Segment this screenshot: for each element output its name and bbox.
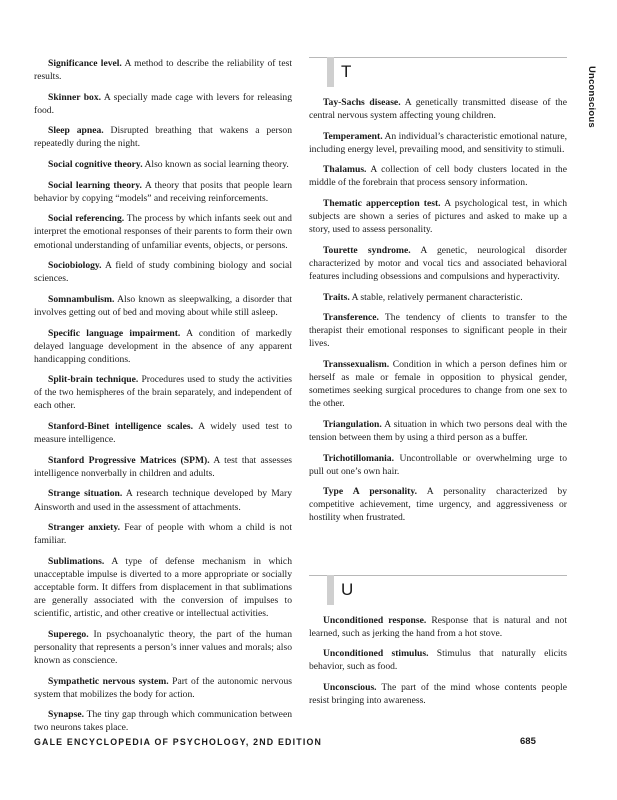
section-header-t <box>309 57 567 88</box>
glossary-entry <box>309 452 567 478</box>
entry-definition: A theory that posits that people learn behavior by copying “models” and receiving reinforcements. <box>34 179 292 204</box>
section-marker-bar <box>327 575 334 605</box>
entry-definition: A method to describe the reliability of test results. <box>34 58 292 83</box>
entry-definition: A research technique developed by Mary Ainsworth and used in the assessment of attachments. <box>34 488 292 513</box>
glossary-entry <box>34 179 292 205</box>
glossary-entry <box>309 197 567 236</box>
entry-term: Significance level. <box>48 58 122 69</box>
entry-definition: The tendency of clients to transfer to the therapist their emotional responses to significant people in their lives. <box>309 312 567 350</box>
entry-term: Unconditioned stimulus. <box>323 648 429 660</box>
glossary-entry <box>34 124 292 150</box>
glossary-entry <box>34 327 292 366</box>
glossary-entry <box>34 708 292 734</box>
glossary-entry <box>309 358 567 410</box>
glossary-entry <box>309 244 567 283</box>
entry-definition: A situation in which two persons deal with the tension between them by using a third person as a buffer. <box>309 418 567 443</box>
glossary-entry <box>34 628 292 667</box>
running-head-keyword: Unconscious <box>586 66 597 128</box>
entry-term: Transference. <box>323 312 379 324</box>
entry-definition: A collection of cell body clusters located in the middle of the forebrain that process sensory information. <box>309 164 567 189</box>
entry-term: Type A personality. <box>323 486 418 498</box>
entry-term: Superego. <box>48 628 89 640</box>
glossary-entry <box>309 163 567 189</box>
entry-definition: A personality characterized by competitive achievement, time urgency, and aggressiveness or hostility when frustrated. <box>309 486 567 524</box>
entry-definition: Uncontrollable or overwhelming urge to pull out one’s own hair. <box>309 452 567 477</box>
entry-term: Strange situation. <box>48 488 123 500</box>
entry-term: Tay-Sachs disease. <box>323 97 401 108</box>
glossary-entry <box>34 91 292 117</box>
left-column <box>34 57 292 742</box>
entry-definition: Also known as sleepwalking, a disorder that involves getting out of bed and moving about while still asleep. <box>34 293 292 318</box>
entry-term: Stanford Progressive Matrices (SPM). <box>48 454 210 466</box>
glossary-entry <box>309 291 567 304</box>
entry-definition: A type of defense mechanism in which unacceptable impulse is diverted to a more appropriate or socially acceptable form. It differs from displacement in that sublimations are generally associated with the conversion of impulses to scientific, artistic, and other creative or intellectual activities. <box>34 555 292 620</box>
entry-definition: A genetically transmitted disease of the central nervous system affecting young children. <box>309 97 567 122</box>
entry-term: Thematic apperception test. <box>323 198 441 210</box>
glossary-entry <box>309 681 567 707</box>
glossary-entry <box>34 293 292 319</box>
entry-term: Unconditioned response. <box>323 614 427 626</box>
entry-definition: Condition in which a person defines him or herself as male or female in opposition to physical gender, sometimes seeking surgical procedures to change from one sex to the other. <box>309 359 567 410</box>
entry-term: Specific language impairment. <box>48 327 181 339</box>
entry-term: Social learning theory. <box>48 179 142 191</box>
entry-term: Traits. <box>323 291 350 303</box>
entry-term: Stanford-Binet intelligence scales. <box>48 421 193 433</box>
page-number: 685 <box>520 736 536 747</box>
entry-term: Sleep apnea. <box>48 125 104 137</box>
section-header-u <box>309 575 567 606</box>
glossary-entry <box>309 485 567 524</box>
entry-term: Thalamus. <box>323 164 367 176</box>
entry-term: Stranger anxiety. <box>48 522 121 534</box>
entry-definition: The process by which infants seek out and interpret the emotional responses of their parents to form their own emotional understanding of unfamiliar events, objects, or persons. <box>34 213 292 251</box>
glossary-entry <box>34 555 292 620</box>
entry-term: Tourette syndrome. <box>323 244 411 256</box>
entry-definition: An individual’s characteristic emotional nature, including energy level, prevailing mood, and sensitivity to stimuli. <box>309 130 567 155</box>
glossary-entry <box>34 373 292 412</box>
entry-term: Synapse. <box>48 709 84 721</box>
entry-definition: A genetic, neurological disorder characterized by motor and vocal tics and associated behavioral features including obsessions and compulsions and hyperactivity. <box>309 244 567 283</box>
glossary-entry <box>34 420 292 446</box>
entry-term: Social cognitive theory. <box>48 159 143 171</box>
glossary-entry <box>34 454 292 480</box>
glossary-entry <box>309 647 567 673</box>
entry-term: Sociobiology. <box>48 260 102 272</box>
glossary-entry <box>309 96 567 122</box>
entry-term: Skinner box. <box>48 91 102 103</box>
entry-definition: Fear of people with whom a child is not familiar. <box>34 522 292 547</box>
entry-term: Temperament. <box>323 130 383 142</box>
entry-definition: The part of the mind whose contents people resist bringing into awareness. <box>309 681 567 706</box>
glossary-entry <box>34 521 292 547</box>
glossary-entry <box>34 487 292 513</box>
entry-definition: A stable, relatively permanent characteristic. <box>351 291 523 303</box>
entry-term: Somnambulism. <box>48 293 115 305</box>
entry-term: Sympathetic nervous system. <box>48 675 169 687</box>
glossary-entry <box>34 259 292 285</box>
entry-definition: Part of the autonomic nervous system that mobilizes the body for action. <box>34 675 292 700</box>
entry-definition: Response that is natural and not learned, such as jerking the hand from a hot stove. <box>309 614 567 639</box>
entry-definition: A field of study combining biology and social sciences. <box>34 260 292 285</box>
entry-definition: In psychoanalytic theory, the part of the human personality that represents a person’s inner values and morals; also known as conscience. <box>34 628 292 666</box>
glossary-entry <box>34 212 292 251</box>
glossary-entry <box>34 158 292 171</box>
entry-definition: Disrupted breathing that wakens a person repeatedly during the night. <box>34 125 292 150</box>
glossary-entry <box>309 311 567 350</box>
glossary-entry <box>34 675 292 701</box>
right-column <box>309 57 567 715</box>
entry-term: Social referencing. <box>48 213 125 225</box>
entry-definition: Also known as social learning theory. <box>144 159 289 171</box>
entry-definition: Procedures used to study the activities of the two hemispheres of the brain separately, and independent of each other. <box>34 374 293 412</box>
entry-definition: A condition of markedly delayed language development in the absence of any apparent handicapping conditions. <box>34 327 292 365</box>
section-letter: U <box>341 579 354 599</box>
glossary-entry <box>34 57 292 83</box>
entry-definition: A specially made cage with levers for releasing food. <box>34 91 292 116</box>
glossary-entry <box>309 130 567 156</box>
section-letter: T <box>341 62 352 81</box>
glossary-entry <box>309 418 567 444</box>
footer-book-title: GALE ENCYCLOPEDIA OF PSYCHOLOGY, 2ND EDITION <box>34 737 323 747</box>
entry-term: Sublimations. <box>48 555 105 567</box>
section-marker-bar <box>327 57 334 87</box>
entry-term: Transsexualism. <box>323 359 390 370</box>
entry-term: Unconscious. <box>323 681 377 693</box>
entry-term: Triangulation. <box>323 418 382 430</box>
entry-definition: Stimulus that naturally elicits behavior, such as food. <box>309 648 567 673</box>
entry-definition: A psychological test, in which subjects are shown a series of pictures and asked to make up a story, used to assess personality. <box>309 198 567 236</box>
entry-term: Trichotillomania. <box>323 452 394 464</box>
entry-definition: A widely used test to measure intelligence. <box>34 421 293 446</box>
entry-definition: The tiny gap through which communication between two neurons takes place. <box>34 709 292 734</box>
glossary-entry <box>309 614 567 640</box>
entry-term: Split-brain technique. <box>48 374 139 386</box>
entry-definition: A test that assesses intelligence nonverbally in children and adults. <box>34 454 292 479</box>
